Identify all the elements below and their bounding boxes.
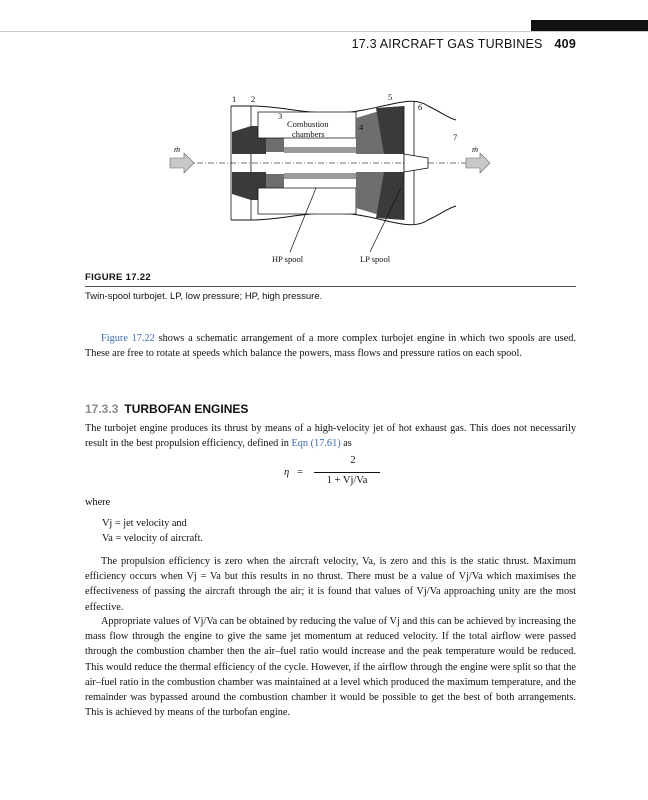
equation-fraction-bar: [314, 472, 380, 473]
definition-aircraft-velocity: Va = velocity of aircraft.: [102, 533, 204, 544]
propulsion-efficiency-equation: [284, 455, 404, 495]
mass-flow-in-label: ṁ: [174, 144, 181, 154]
header-rule: [0, 31, 648, 32]
where-label: where: [85, 497, 111, 508]
lp-spool-label: LP spool: [360, 254, 391, 264]
equation-denominator: 1 + Vj/Va: [326, 475, 368, 486]
inlet-flow-arrow: [170, 153, 194, 173]
mass-flow-out-label: ṁ: [472, 144, 479, 154]
paragraph-turbojet-intro-b: as: [340, 438, 352, 450]
hp-spool-label: HP spool: [272, 254, 304, 264]
equation-lhs: η: [284, 467, 290, 478]
station-label-5: 5: [388, 92, 393, 102]
section-title: TURBOFAN ENGINES: [124, 402, 249, 416]
definition-jet-velocity: Vj = jet velocity and: [102, 518, 187, 529]
station-label-1: 1: [232, 94, 237, 104]
paragraph-figure-description: [85, 331, 576, 361]
combustion-label-line1: Combustion: [287, 119, 329, 129]
combustion-label-line2: chambers: [292, 129, 325, 139]
hp-shaft-upper: [284, 147, 366, 153]
paragraph-turbojet-intro: [85, 421, 576, 451]
header-accent-bar: [531, 20, 648, 31]
paragraph-propulsion-efficiency: The propulsion efficiency is zero when the aircraft velocity, Va, is zero and this is the static thrust. Maximum efficiency occurs when Vj = Va but this results in no thrust. There must be a value of Vj/Va which maximises the effectiveness of passing the aircraft through the air; it is found that values of Vj/Va approaching unity are the most effective.: [85, 556, 576, 613]
equation-reference-link[interactable]: Eqn (17.61): [291, 438, 341, 450]
exhaust-cone: [404, 154, 428, 172]
station-label-7: 7: [453, 132, 458, 142]
outlet-flow-arrow: [466, 153, 490, 173]
turbojet-schematic: [166, 92, 496, 267]
equation-equals: =: [297, 467, 303, 478]
figure-caption: Twin-spool turbojet. LP, low pressure; HP, high pressure.: [85, 291, 323, 302]
figure-label: FIGURE 17.22: [85, 272, 151, 283]
twin-spool-turbojet-figure: [166, 92, 496, 267]
station-label-4: 4: [359, 122, 364, 132]
section-heading: [85, 402, 248, 416]
figure-reference-link[interactable]: Figure 17.22: [101, 333, 155, 344]
paragraph-bypass-argument: Appropriate values of Vj/Va can be obtained by reducing the value of Vj and this can be achieved by increasing the mass flow through the engine to give the same jet momentum at reduced velocity. If the total airflow were passed through the combustion chamber then the air–fuel ratio would increase and the peak temperature would be reduced. This would reduce the thermal efficiency of the cycle. However, if the airflow through the engine were split so that the air–fuel ratio in the combustion chamber was maintained at a level which produced the maximum temperature, and the remainder was bypassed around the combustion chamber it would be possible to get the best of both arrangements. This is achieved by means of the turbofan engine.: [85, 616, 576, 719]
section-number: 17.3.3: [85, 402, 119, 416]
station-label-2: 2: [251, 94, 256, 104]
paragraph-figure-description-text: shows a schematic arrangement of a more complex turbojet engine in which two spools are used. These are free to rotate at speeds which balance the powers, mass flows and pressure ratios on each spool.: [85, 333, 576, 360]
station-label-3: 3: [278, 111, 283, 121]
paragraph-turbojet-intro-a: The turbojet engine produces its thrust by means of a high-velocity jet of hot exhaust gas. This does not necessarily result in the best propulsion efficiency, defined in: [85, 423, 576, 450]
running-head: [352, 37, 576, 51]
running-head-title: 17.3 AIRCRAFT GAS TURBINES: [351, 37, 543, 51]
station-label-6: 6: [418, 102, 423, 112]
hp-shaft-lower: [284, 173, 366, 179]
figure-caption-rule: [85, 286, 576, 287]
equation-numerator: 2: [350, 455, 356, 466]
page-number: 409: [554, 37, 576, 51]
